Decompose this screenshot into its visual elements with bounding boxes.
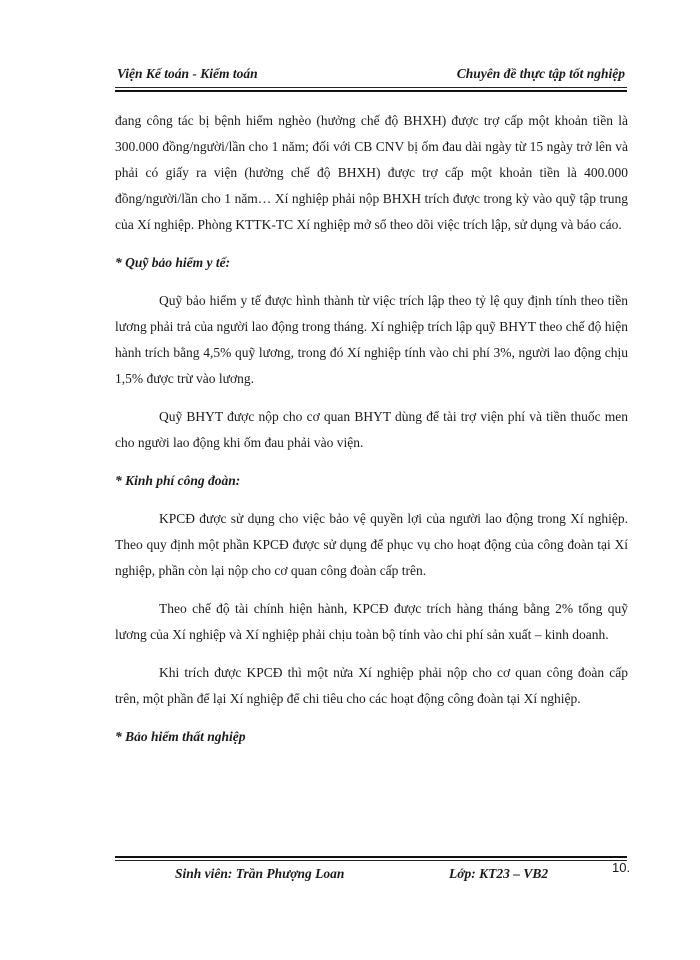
paragraph-bhyt-formation: Quỹ bảo hiểm y tế được hình thành từ việc trích lập theo tỷ lệ quy định tính theo tiền lương phải trả của người lao động trong tháng. Xí nghiệp trích lập quỹ BHYT theo chế độ hiện hành trích bằng 4,5% quỹ lương, trong đó Xí nghiệp tính vào chi phí 3%, người lao động chịu 1,5% được trừ vào lương. xyxy=(115,293,628,386)
footer-rule-bottom xyxy=(115,860,627,861)
footer-rule-top xyxy=(115,856,627,858)
paragraph-bhxh-continued: đang công tác bị bệnh hiểm nghèo (hưởng chế độ BHXH) được trợ cấp một khoản tiền là 300.000 đồng/người/lần cho 1 năm; đối với CB CNV bị ốm đau dài ngày từ 15 ngày trở lên và phải có giấy ra viện (hưởng chế độ BHXH) được trợ cấp một khoản tiền là 400.000 đồng/người/lần cho 1 năm… Xí nghiệp phải nộp BHXH trích được trong kỳ vào quỹ tập trung của Xí nghiệp. Phòng KTTK-TC Xí nghiệp mở sổ theo dõi việc trích lập, sử dụng và báo cáo. xyxy=(115,113,628,232)
heading-unemployment-insurance: * Bảo hiểm thất nghiệp xyxy=(115,729,246,744)
heading-health-insurance-fund: * Quỹ bảo hiểm y tế: xyxy=(115,255,231,270)
header-report-title: Chuyên đề thực tập tốt nghiệp xyxy=(456,66,625,81)
paragraph-kpcd-usage: KPCĐ được sử dụng cho việc bảo vệ quyền lợi của người lao động trong Xí nghiệp. Theo quy định một phần KPCĐ được sử dụng để phục vụ cho hoạt động của công đoàn tại Xí nghiệp, phần còn lại nộp cho cơ quan công đoàn cấp trên. xyxy=(115,511,628,578)
page-header xyxy=(115,60,627,86)
document-body xyxy=(115,108,628,762)
footer-class: Lớp: KT23 – VB2 xyxy=(449,866,549,881)
page-footer xyxy=(115,862,627,888)
heading-union-fund: * Kinh phí công đoàn: xyxy=(115,473,241,488)
header-institute: Viện Kế toán - Kiểm toán xyxy=(117,66,258,81)
footer-student: Sinh viên: Trần Phượng Loan xyxy=(175,866,345,881)
paragraph-bhyt-usage: Quỹ BHYT được nộp cho cơ quan BHYT dùng để tài trợ viện phí và tiền thuốc men cho người lao động khi ốm đau phải vào viện. xyxy=(115,409,628,450)
page-number: 10. xyxy=(612,860,631,875)
paragraph-kpcd-rate: Theo chế độ tài chính hiện hành, KPCĐ được trích hàng tháng bằng 2% tổng quỹ lương của Xí nghiệp và Xí nghiệp phải chịu toàn bộ tính vào chi phí sản xuất – kinh doanh. xyxy=(115,601,628,642)
header-rule-top xyxy=(115,87,627,88)
paragraph-kpcd-allocation: Khi trích được KPCĐ thì một nửa Xí nghiệp phải nộp cho cơ quan công đoàn cấp trên, một phần để lại Xí nghiệp để chi tiêu cho các hoạt động công đoàn tại Xí nghiệp. xyxy=(115,665,628,706)
header-rule-bottom xyxy=(115,90,627,92)
